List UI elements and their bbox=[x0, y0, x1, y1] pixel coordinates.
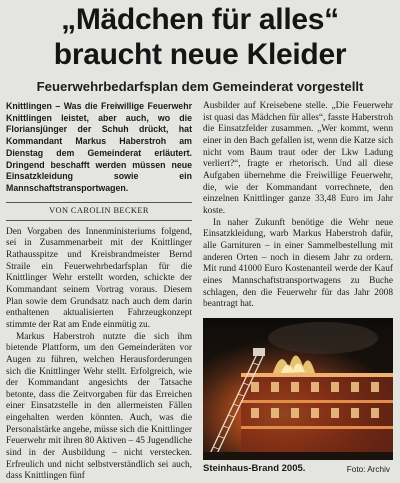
photo-credit: Foto: Archiv bbox=[346, 465, 390, 474]
subheadline: Feuerwehrbedarfsplan dem Gemeinderat vorgestellt bbox=[36, 79, 364, 94]
archive-photo bbox=[203, 318, 393, 460]
headline-line-1: „Mädchen für alles“ bbox=[61, 3, 339, 36]
fire-scene-illustration bbox=[203, 318, 393, 460]
byline: VON CAROLIN BECKER bbox=[49, 205, 149, 215]
body-paragraph: Den Vorgaben des Innenministeriums folgend, sei in Zusammenarbeit mit der Knittlinger Rathausspitze und Kreisbrandmeister Bernd Straile ein Feuerwehrbedarfsplan für die Knittlinger Wehr erstellt worden, schickte der Kommandant seinem Vortrag voraus. Diesem Plan sowie dem Grundsatz nach auch dem darin enthaltenen aktualisierten Fahrzeugkonzept stimmte der Rat am Ende einmütig zu. bbox=[6, 226, 192, 330]
body-paragraph: Ausbilder auf Kreisebene stelle. „Die Feuerwehr ist quasi das Mädchen für alles“, fasste Haberstroh die Einsatzfelder zusammen. „Wer kommt, wenn einer in den Bach gefallen ist, wenn die Katze sich nicht vom Baum traut oder der Lkw Ladung verliert?“, fragte er rhetorisch. Und all diese Aufgaben übernehme die Freiwillige Feuerwehr, die, wie der Kommandant vorrechnete, den einzelnen Knittlinger ganze 33,48 Euro im Jahr koste. bbox=[203, 101, 393, 216]
left-body bbox=[6, 227, 192, 483]
body-paragraph: In naher Zukunft benötige die Wehr neue Einsatzkleidung, warb Markus Haberstroh dafür, alle Garnituren – in einer Sammelbestellung mit anderen Orten – noch in diesem Jahr zu ordern. Mit rund 41000 Euro Kostenanteil werde der Kauf eines Mannschaftstransportwagens zu Buche schlagen, den die Feuerwehr für das Jahr 2008 beantragt hat. bbox=[203, 217, 393, 310]
left-column bbox=[6, 101, 192, 483]
headline-line-2: braucht neue Kleider bbox=[53, 38, 347, 71]
byline-rule bbox=[6, 220, 192, 221]
photo-caption: Steinhaus-Brand 2005. bbox=[203, 463, 306, 474]
body-paragraph: Markus Haberstroh nutzte die sich ihm bietende Plattform, um den Gemeinderäten vor Augen zu führen, welchen Herausforderungen sich die Knittlinger Wehr stellt. Erfolgreich, wie der Kommandant angesichts der Tatsache betonte, dass die Zeitvorgaben für das Erreichen einer Einsatzstelle in den allermeisten Fällen eingehalten werden könnten. Auch, was die Personalstärke angehe, müsse sich die Knittlinger Feuerwehr mit ihren 80 Aktiven – 45 Jugendliche sind in der Ausbildung – nicht verstecken. Erfreulich und nicht selbstverständlich sei auch, dass Knittlingen fünf bbox=[6, 331, 192, 482]
right-column bbox=[203, 101, 393, 311]
byline-box bbox=[6, 202, 192, 221]
lead-paragraph: Knittlingen – Was die Freiwillige Feuerwehr Knittlingen leistet, aber auch, wo die Floriansjünger der Schuh drückt, hat Kommandant Markus Haberstroh am Dienstag dem Gemeinderat erläutert. Dringend beschafft werden müssen neue Einsatzkleidung sowie ein Mannschaftstransportwagen. bbox=[6, 101, 192, 193]
